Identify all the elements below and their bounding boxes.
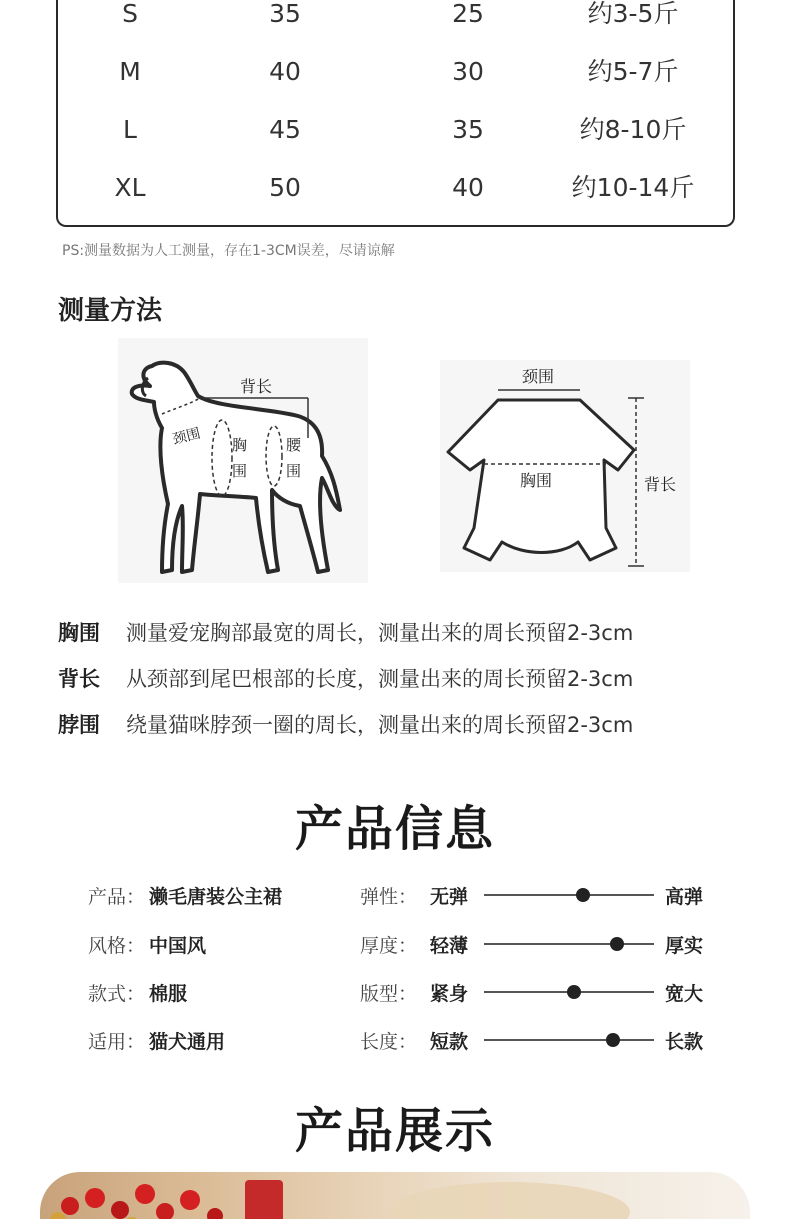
scale-low-thickness: 轻薄 — [430, 935, 469, 957]
red-banner — [245, 1180, 283, 1219]
gold-ornament — [50, 1212, 66, 1219]
info-product — [88, 882, 282, 909]
red-berry — [85, 1188, 105, 1208]
scale-high-fit: 宽大 — [665, 983, 704, 1005]
dog-measure-illustration — [118, 338, 368, 583]
chest-cell: 25 — [452, 0, 484, 28]
info-label: 款式： — [88, 983, 146, 1005]
red-berry — [111, 1201, 129, 1219]
measure-line-chest — [58, 617, 633, 647]
neck-cell: 45 — [269, 115, 301, 144]
scale-marker — [567, 985, 581, 999]
weight-cell: 约8-10斤 — [579, 115, 687, 144]
info-type — [88, 979, 187, 1006]
scale-marker — [606, 1033, 620, 1047]
info-value: 中国风 — [149, 935, 207, 957]
info-value: 濑毛唐装公主裙 — [149, 886, 283, 908]
chest-cell: 30 — [452, 57, 484, 86]
red-berry — [61, 1197, 79, 1215]
chest-cell: 40 — [452, 173, 484, 202]
size-cell: S — [122, 0, 138, 28]
weight-cell: 约5-7斤 — [587, 57, 679, 86]
dog-back-label: 背长 — [240, 379, 273, 396]
dog-neck-label: 颈围 — [170, 424, 202, 447]
scale-track-elasticity — [484, 894, 654, 896]
size-table — [56, 0, 735, 227]
scale-label-thickness: 厚度： — [360, 935, 418, 957]
product-photo-art — [40, 1172, 750, 1219]
scale-low-elasticity: 无弹 — [430, 886, 469, 908]
neck-cell: 50 — [269, 173, 301, 202]
measure-key: 胸围 — [58, 621, 100, 645]
product-photo — [40, 1172, 750, 1219]
dog-chest-label: 胸围 — [232, 437, 248, 480]
table-row — [58, 110, 733, 150]
neck-cell: 35 — [269, 0, 301, 28]
scale-label-length: 长度： — [360, 1031, 418, 1053]
info-label: 适用： — [88, 1031, 146, 1053]
info-value: 猫犬通用 — [149, 1031, 226, 1053]
garment-chest-label: 胸围 — [520, 473, 553, 490]
table-row — [58, 168, 733, 208]
garment-measure-illustration — [440, 360, 690, 572]
scale-low-length: 短款 — [430, 1031, 469, 1053]
measure-line-neck — [58, 709, 633, 739]
info-value: 棉服 — [149, 983, 188, 1005]
measure-text: 从颈部到尾巴根部的长度，测量出来的周长预留2-3cm — [126, 667, 634, 691]
scale-high-elasticity: 高弹 — [665, 886, 704, 908]
scale-low-fit: 紧身 — [430, 983, 469, 1005]
size-cell: M — [119, 57, 141, 86]
product-info-title: 产品信息 — [294, 801, 495, 857]
product-display-title: 产品展示 — [294, 1103, 495, 1159]
scale-label-elasticity: 弹性： — [360, 886, 418, 908]
measurement-note: PS:测量数据为人工测量，存在1-3CM误差，尽请谅解 — [62, 243, 395, 259]
red-berry — [207, 1208, 223, 1219]
scale-track-thickness — [484, 943, 654, 945]
info-label: 产品： — [88, 886, 146, 908]
info-label: 风格： — [88, 935, 146, 957]
measure-key: 背长 — [58, 667, 100, 691]
scale-high-length: 长款 — [665, 1031, 704, 1053]
measure-text: 测量爱宠胸部最宽的周长，测量出来的周长预留2-3cm — [126, 621, 634, 645]
info-style — [88, 931, 206, 958]
table-row — [58, 0, 733, 34]
table-row — [58, 52, 733, 92]
measure-heading: 测量方法 — [58, 296, 163, 326]
dog-waist-label: 腰围 — [286, 437, 302, 480]
scale-marker — [576, 888, 590, 902]
scale-high-thickness: 厚实 — [665, 935, 704, 957]
scale-marker — [610, 937, 624, 951]
measure-text: 绕量猫咪脖颈一圈的周长，测量出来的周长预留2-3cm — [126, 713, 634, 737]
scale-track-fit — [484, 991, 654, 993]
size-cell: XL — [114, 173, 146, 202]
red-berry — [180, 1190, 200, 1210]
red-berry — [135, 1184, 155, 1204]
size-cell: L — [123, 115, 137, 144]
chest-cell: 35 — [452, 115, 484, 144]
measure-line-back — [58, 663, 633, 693]
neck-cell: 40 — [269, 57, 301, 86]
scale-track-length — [484, 1039, 654, 1041]
weight-cell: 约10-14斤 — [571, 173, 695, 202]
garment-back-label: 背长 — [644, 477, 677, 494]
weight-cell: 约3-5斤 — [587, 0, 679, 28]
red-berry — [156, 1203, 174, 1219]
info-suitable — [88, 1027, 225, 1054]
measure-key: 脖围 — [58, 713, 100, 737]
plush-fur — [390, 1182, 630, 1219]
scale-label-fit: 版型： — [360, 983, 418, 1005]
garment-neck-label: 颈围 — [522, 369, 555, 386]
